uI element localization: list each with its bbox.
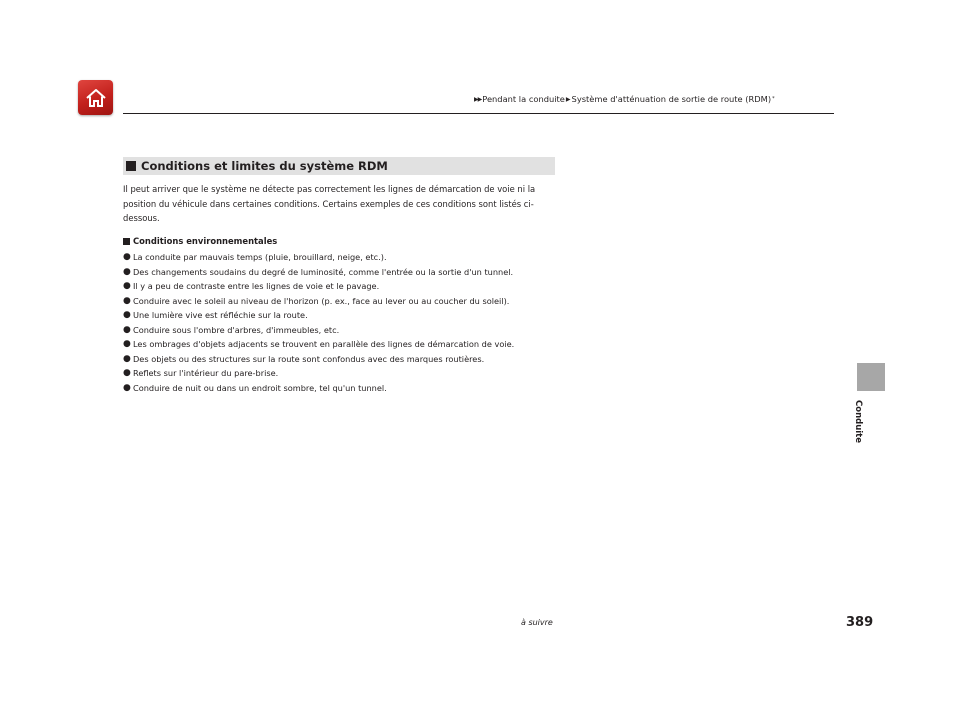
- breadcrumb-asterisk: *: [772, 96, 775, 102]
- chapter-tab-label: Conduite: [853, 400, 863, 444]
- bullet-icon: ●: [123, 281, 131, 291]
- home-icon: [84, 86, 108, 110]
- breadcrumb-item-conduite[interactable]: Pendant la conduite: [482, 94, 565, 104]
- bullet-icon: ●: [123, 252, 131, 262]
- bullet-icon: ●: [123, 353, 131, 364]
- list-item: ● Reflets sur l'intérieur du pare-brise.: [123, 366, 563, 381]
- breadcrumb-item-rdm: Système d'atténuation de sortie de route (RDM): [571, 94, 772, 104]
- bullet-icon: ●: [123, 324, 131, 335]
- page-number: 389: [846, 615, 874, 630]
- list-item: ● Conduire sous l'ombre d'arbres, d'immeubles, etc.: [123, 323, 563, 338]
- bullet-icon: ●: [123, 382, 131, 393]
- chapter-tab[interactable]: [857, 363, 885, 391]
- list-item: ● Conduire avec le soleil au niveau de l'horizon (p. ex., face au lever ou au coucher du soleil).: [123, 294, 563, 309]
- section-title-bar: [123, 157, 555, 175]
- square-bullet-icon: [126, 161, 136, 171]
- bullet-icon: ●: [123, 339, 131, 349]
- subheading: [123, 236, 277, 246]
- list-item: ● La conduite par mauvais temps (pluie, brouillard, neige, etc.).: [123, 250, 563, 265]
- list-item: ● Des changements soudains du degré de luminosité, comme l'entrée ou la sortie d'un tunnel.: [123, 265, 563, 280]
- bullet-icon: ●: [123, 310, 131, 320]
- list-item: ● Conduire de nuit ou dans un endroit sombre, tel qu'un tunnel.: [123, 381, 563, 396]
- breadcrumb: [474, 94, 775, 104]
- intro-paragraph: Il peut arriver que le système ne détecte pas correctement les lignes de démarcation de voie ni la position du véhicule dans certaines conditions. Certains exemples de ces conditions sont listés ci-dessous.: [123, 184, 536, 223]
- bullet-icon: ●: [123, 368, 131, 378]
- bullet-icon: ●: [123, 295, 131, 306]
- list-item: ● Une lumière vive est réfléchie sur la route.: [123, 308, 563, 323]
- list-item: ● Il y a peu de contraste entre les lignes de voie et le pavage.: [123, 279, 563, 294]
- home-button[interactable]: [78, 80, 113, 115]
- list-item: ● Les ombrages d'objets adjacents se trouvent en parallèle des lignes de démarcation de voie.: [123, 337, 563, 352]
- square-bullet-icon: [123, 238, 130, 245]
- bullet-icon: ●: [123, 266, 131, 277]
- continued-note: à suivre: [521, 618, 553, 627]
- section-title: Conditions et limites du système RDM: [141, 159, 388, 173]
- breadcrumb-separator-icon: ▶: [565, 95, 571, 103]
- header-divider: [123, 113, 834, 114]
- subheading-text: Conditions environnementales: [133, 236, 278, 246]
- condition-list: [123, 250, 563, 395]
- breadcrumb-arrow-icon: ▶▶: [474, 95, 482, 103]
- list-item: ● Des objets ou des structures sur la route sont confondus avec des marques routières.: [123, 352, 563, 367]
